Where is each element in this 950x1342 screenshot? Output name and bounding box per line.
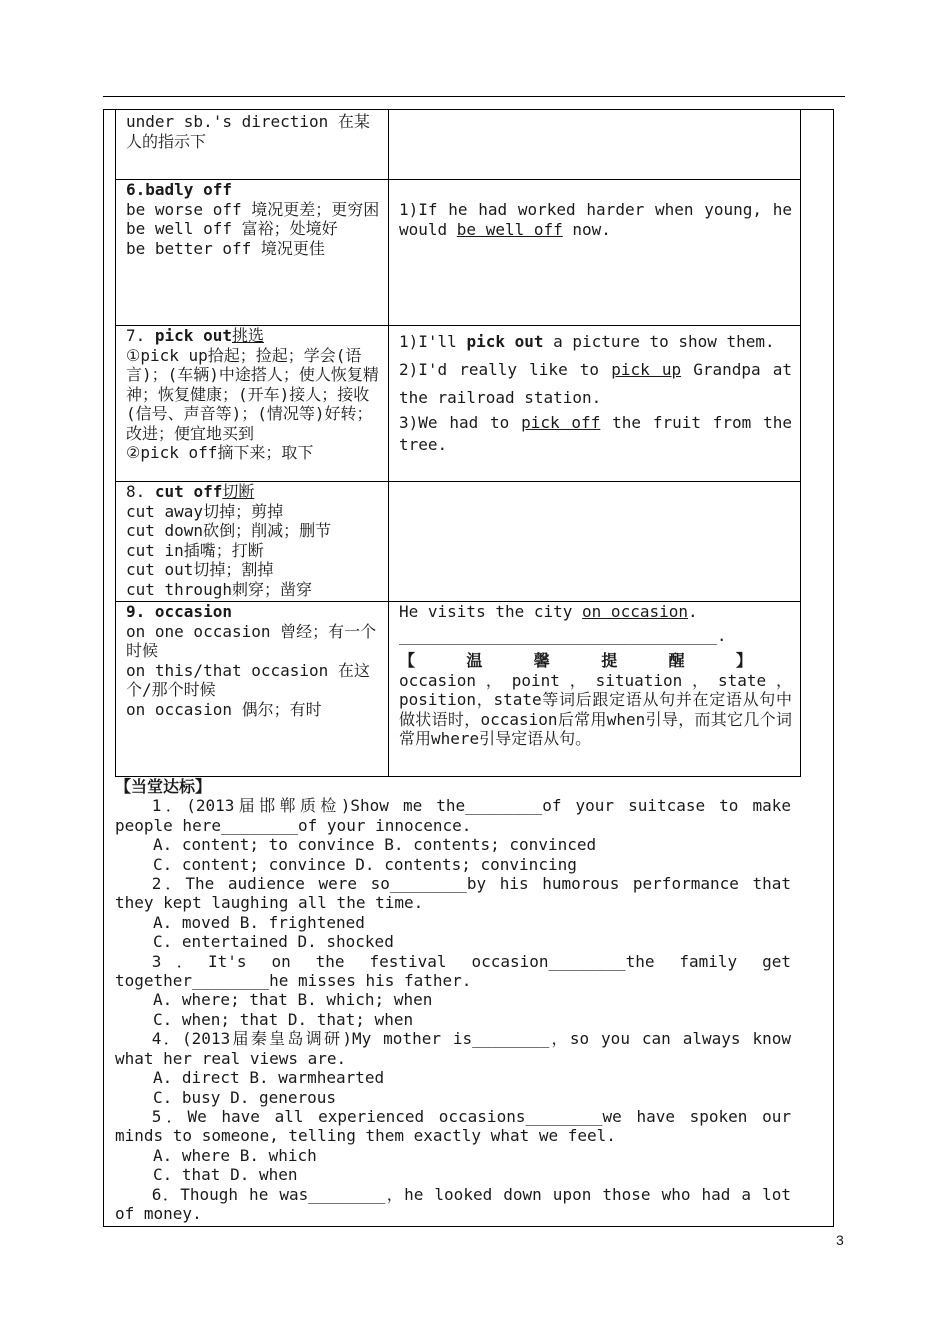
page-number: 3 — [836, 1232, 844, 1248]
phrase-line: cut out切掉；割掉 — [126, 560, 274, 579]
tip-text: occasion，point，situation，state，position，state等词后跟定语从句并在定语从句中做状语时，occasion后常用when引导，而其它几个词常用where引导定语从句。 — [399, 670, 792, 748]
example-text: 1)If he had worked harder when young, he would — [399, 200, 792, 239]
right-cell — [389, 482, 801, 602]
question: 4．(2013届秦皇岛调研)My mother is________，so you can always know what her real views are. — [115, 1029, 791, 1068]
phrase-line: on this/that occasion 在这个/那个时候 — [126, 660, 370, 699]
left-cell — [116, 602, 389, 777]
vocabulary-table — [115, 109, 801, 777]
header-rule — [103, 96, 845, 97]
heading-meaning: 切断 — [222, 482, 255, 501]
example-phrase: pick off — [521, 413, 601, 432]
example-sentence — [399, 328, 792, 356]
example-phrase: pick up — [611, 360, 682, 379]
heading-phrase: pick out — [154, 326, 232, 345]
heading-number: 8. — [126, 482, 155, 501]
phrase-heading — [126, 482, 380, 502]
section-heading: 【当堂达标】 — [115, 777, 212, 796]
right-cell — [389, 180, 801, 326]
phrase-heading: 9. occasion — [126, 602, 232, 621]
right-cell — [389, 326, 801, 482]
example-phrase: pick out — [466, 332, 544, 351]
left-cell — [116, 180, 389, 326]
question: 2．The audience were so________by his humorous performance that they kept laughing all the time. — [115, 874, 791, 913]
right-cell — [389, 602, 801, 777]
example-text: 1)I'll — [399, 332, 467, 351]
example-text: now. — [562, 219, 611, 239]
phrase-line: cut in插嘴；打断 — [126, 540, 264, 560]
left-cell — [116, 326, 389, 482]
heading-meaning: 挑选 — [231, 326, 264, 345]
example-phrase: be well off — [456, 219, 563, 239]
phrase-line: be better off 境况更佳 — [126, 238, 325, 258]
option-line: C. content; convince D. contents; convincing — [153, 854, 577, 874]
example-sentence — [399, 200, 792, 239]
example-sentence — [399, 602, 792, 622]
phrase-line: on occasion 偶尔；有时 — [126, 699, 322, 719]
example-text: Grandpa at the railroad station. — [399, 360, 792, 407]
example-text: the fruit from the tree. — [399, 413, 793, 454]
option-line: A. content; to convince B. contents; convinced — [153, 835, 597, 855]
example-text: a picture to show them. — [543, 332, 775, 351]
example-text: 2)I'd really like to — [399, 360, 612, 379]
example-text: 3)We had to — [399, 413, 522, 432]
option-line: A. where B. which — [153, 1145, 317, 1165]
table-row — [116, 180, 801, 326]
phrase-line: be well off 富裕；处境好 — [126, 219, 338, 238]
phrase-heading: 6.badly off — [126, 180, 232, 199]
practice-section — [115, 777, 791, 1223]
table-row — [116, 110, 801, 180]
phrase-heading — [126, 326, 380, 346]
table-row — [116, 482, 801, 602]
answer-blank: _________________________________. — [399, 625, 727, 645]
question: 6．Though he was________，he looked down upon those who had a lot of money. — [115, 1184, 791, 1223]
option-line: C. entertained D. shocked — [153, 932, 394, 952]
question: 5．We have all experienced occasions________we have spoken our minds to someone, telling them exactly what we feel. — [115, 1106, 791, 1146]
phrase-line: ①pick up拾起；捡起；学会(语言)；(车辆)中途搭人；使人恢复精神；恢复健康；(开车)接人；接收(信号、声音等)；(情况等)好转；改进；便宜地买到 — [126, 345, 379, 443]
phrase-line: on one occasion 曾经；有一个时候 — [126, 621, 377, 660]
example-text: . — [688, 602, 698, 621]
example-text: He visits the city — [399, 602, 583, 621]
option-line: C. that D. when — [153, 1165, 298, 1185]
heading-number: 7. — [126, 326, 155, 345]
heading-phrase: cut off — [154, 482, 223, 501]
example-sentence — [399, 412, 792, 456]
phrase-line: be worse off 境况更差；更穷困 — [126, 199, 380, 219]
phrase-line: ②pick off摘下来；取下 — [126, 443, 314, 462]
option-line: A. moved B. frightened — [153, 912, 365, 932]
table-row — [116, 602, 801, 777]
option-line: A. direct B. warmhearted — [153, 1068, 385, 1088]
question: 1．(2013届邯郸质检)Show me the________of your suitcase to make people here________of your innocence. — [115, 796, 791, 835]
phrase-line: cut down砍倒；削减；删节 — [126, 521, 332, 540]
option-line: C. when; that D. that; when — [153, 1009, 414, 1029]
tip-paragraph — [399, 651, 792, 749]
option-line: C. busy D. generous — [153, 1087, 337, 1107]
right-margin-column — [800, 109, 834, 772]
left-cell — [116, 110, 389, 180]
phrase-line: under sb.'s direction 在某人的指示下 — [126, 112, 370, 151]
right-cell — [389, 110, 801, 180]
example-phrase: on occasion — [582, 602, 688, 621]
left-cell — [116, 482, 389, 602]
option-line: A. where; that B. which; when — [153, 990, 433, 1010]
question: 3．It's on the festival occasion________the family get together________he misses his father. — [115, 951, 791, 991]
phrase-line: cut through刺穿；凿穿 — [126, 579, 312, 599]
tip-label: 【温馨提醒】 — [399, 651, 792, 670]
table-row — [116, 326, 801, 482]
example-sentence — [399, 356, 792, 412]
phrase-line: cut away切掉；剪掉 — [126, 501, 284, 521]
